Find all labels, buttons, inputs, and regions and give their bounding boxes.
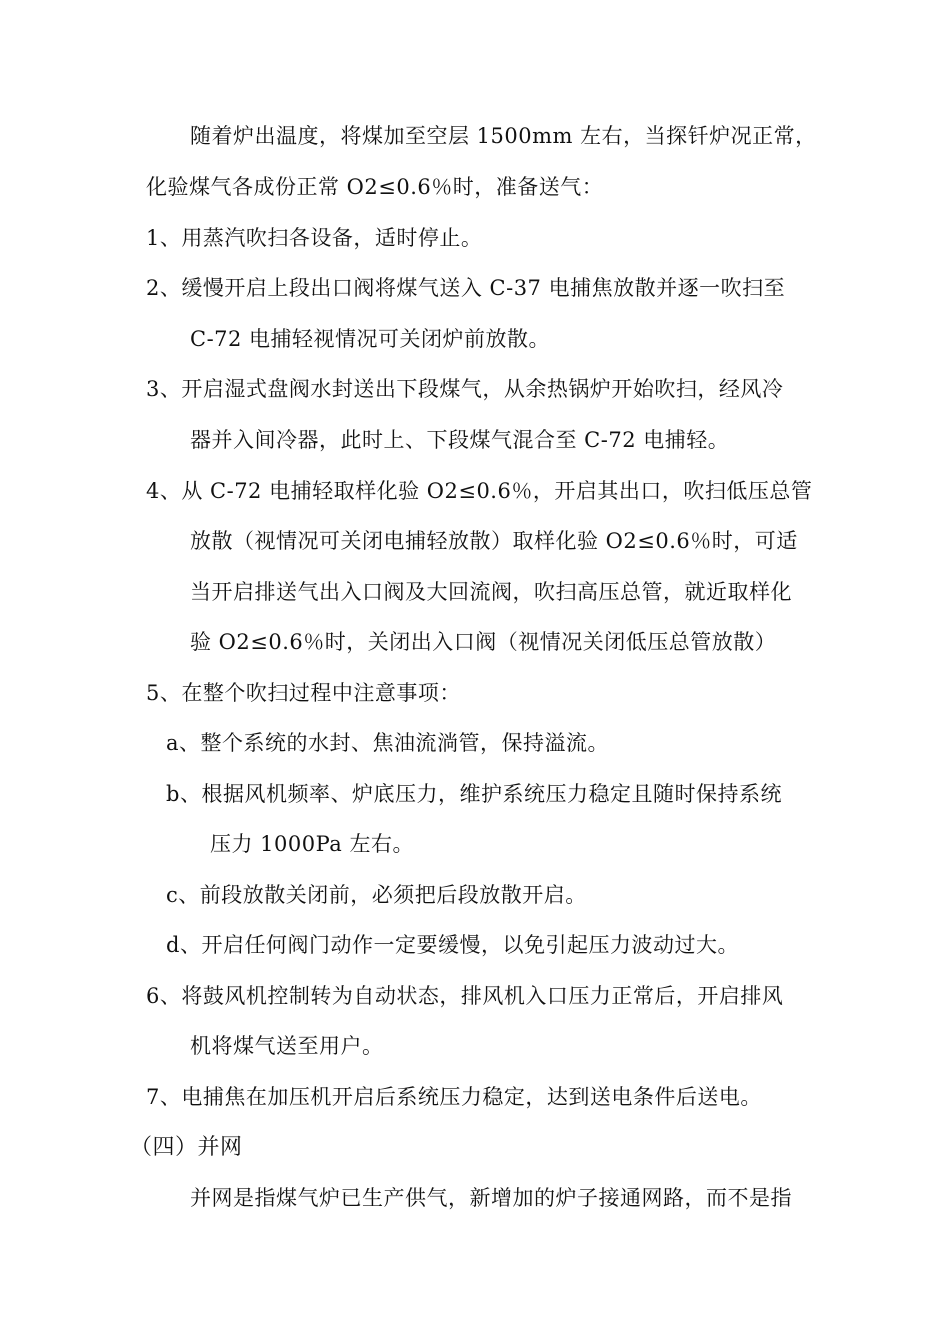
step-2-line-2: C-72 电捕轻视情况可关闭炉前放散。 bbox=[190, 327, 551, 351]
step-3-line-1: 3、开启湿式盘阀水封送出下段煤气，从余热锅炉开始吹扫，经风冷 bbox=[146, 377, 784, 401]
step-6-line-1: 6、将鼓风机控制转为自动状态，排风机入口压力正常后，开启排风 bbox=[146, 984, 784, 1008]
note-a-line-1: a、整个系统的水封、焦油流淌管，保持溢流。 bbox=[166, 731, 610, 755]
intro-line-1: 随着炉出温度，将煤加至空层 1500mm 左右，当探钎炉况正常， bbox=[190, 124, 817, 148]
step-6-line-2: 机将煤气送至用户。 bbox=[190, 1034, 384, 1058]
step-7-line-1: 7、电捕焦在加压机开启后系统压力稳定，达到送电条件后送电。 bbox=[146, 1085, 762, 1109]
step-4-line-3: 当开启排送气出入口阀及大回流阀，吹扫高压总管，就近取样化 bbox=[190, 580, 792, 604]
section-heading: （四）并网 bbox=[130, 1135, 243, 1160]
note-c-line-1: c、前段放散关闭前，必须把后段放散开启。 bbox=[166, 883, 587, 907]
note-b-line-2: 压力 1000Pa 左右。 bbox=[210, 832, 415, 856]
step-4-line-4: 验 O2≤0.6％时，关闭出入口阀（视情况关闭低压总管放散） bbox=[190, 630, 777, 654]
note-d-line-1: d、开启任何阀门动作一定要缓慢，以免引起压力波动过大。 bbox=[166, 933, 739, 957]
step-4-line-2: 放散（视情况可关闭电捕轻放散）取样化验 O2≤0.6％时，可适 bbox=[190, 529, 798, 553]
intro-line-2: 化验煤气各成份正常 O2≤0.6％时，准备送气： bbox=[146, 175, 604, 199]
note-b-line-1: b、根据风机频率、炉底压力，维护系统压力稳定且随时保持系统 bbox=[166, 782, 782, 806]
step-4-line-1: 4、从 C-72 电捕轻取样化验 O2≤0.6％，开启其出口，吹扫低压总管 bbox=[146, 479, 813, 503]
step-3-line-2: 器并入间冷器，此时上、下段煤气混合至 C-72 电捕轻。 bbox=[190, 428, 730, 452]
step-2-line-1: 2、缓慢开启上段出口阀将煤气送入 C-37 电捕焦放散并逐一吹扫至 bbox=[146, 276, 786, 300]
paragraph-2-line-1: 并网是指煤气炉已生产供气，新增加的炉子接通网路，而不是指 bbox=[190, 1186, 792, 1210]
step-5-line-1: 5、在整个吹扫过程中注意事项： bbox=[146, 681, 461, 705]
step-1-line-1: 1、用蒸汽吹扫各设备，适时停止。 bbox=[146, 226, 483, 250]
